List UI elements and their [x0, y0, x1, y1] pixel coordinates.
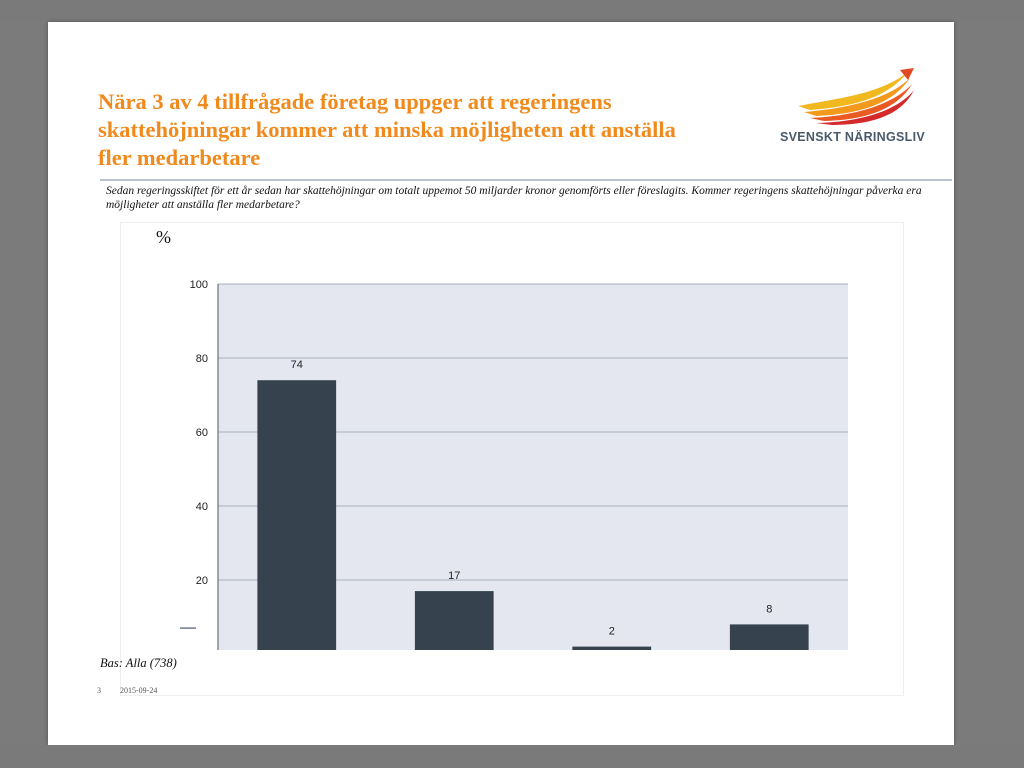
svenskt-naringsliv-logo	[780, 68, 930, 148]
y-tick-label: 80	[195, 353, 208, 365]
bar-chart	[178, 250, 878, 650]
bar	[415, 591, 494, 650]
y-tick-label: 20	[195, 575, 208, 587]
bar	[572, 647, 651, 650]
data-label: 74	[290, 359, 303, 372]
data-label: 2	[608, 625, 615, 638]
data-label: 17	[448, 570, 461, 583]
y-tick-label	[202, 649, 208, 650]
y-tick-label: 40	[195, 501, 208, 513]
unit-label: %	[156, 227, 171, 247]
title-divider	[100, 179, 952, 181]
page-number: 3	[97, 686, 101, 695]
slide	[48, 22, 954, 745]
viewer-bottom-bar	[0, 745, 1024, 768]
y-tick-label: 60	[195, 427, 208, 439]
data-label: 8	[766, 603, 773, 616]
logo-text: SVENSKT NÄRINGSLIV	[780, 130, 925, 144]
survey-question: Sedan regeringsskiftet för ett år sedan har skattehöjningar om totalt uppemot 50 miljarder kronor genomförts eller föreslagits. Kommer regeringens skattehöjningar påverka era möjligheter att anställa fler medarbetare?	[106, 185, 922, 211]
viewer-top-bar	[0, 0, 1024, 22]
bar	[257, 380, 336, 650]
bar	[730, 624, 809, 650]
y-tick-label: 100	[189, 279, 208, 291]
slide-date: 2015-09-24	[120, 686, 158, 695]
base-note: Bas: Alla (738)	[100, 656, 177, 670]
logo-swoosh-icon	[780, 68, 930, 128]
slide-title: Nära 3 av 4 tillfrågade företag uppger att regeringens skattehöjningar kommer att minska möjligheten att anställa fler medarbetare	[98, 89, 676, 170]
